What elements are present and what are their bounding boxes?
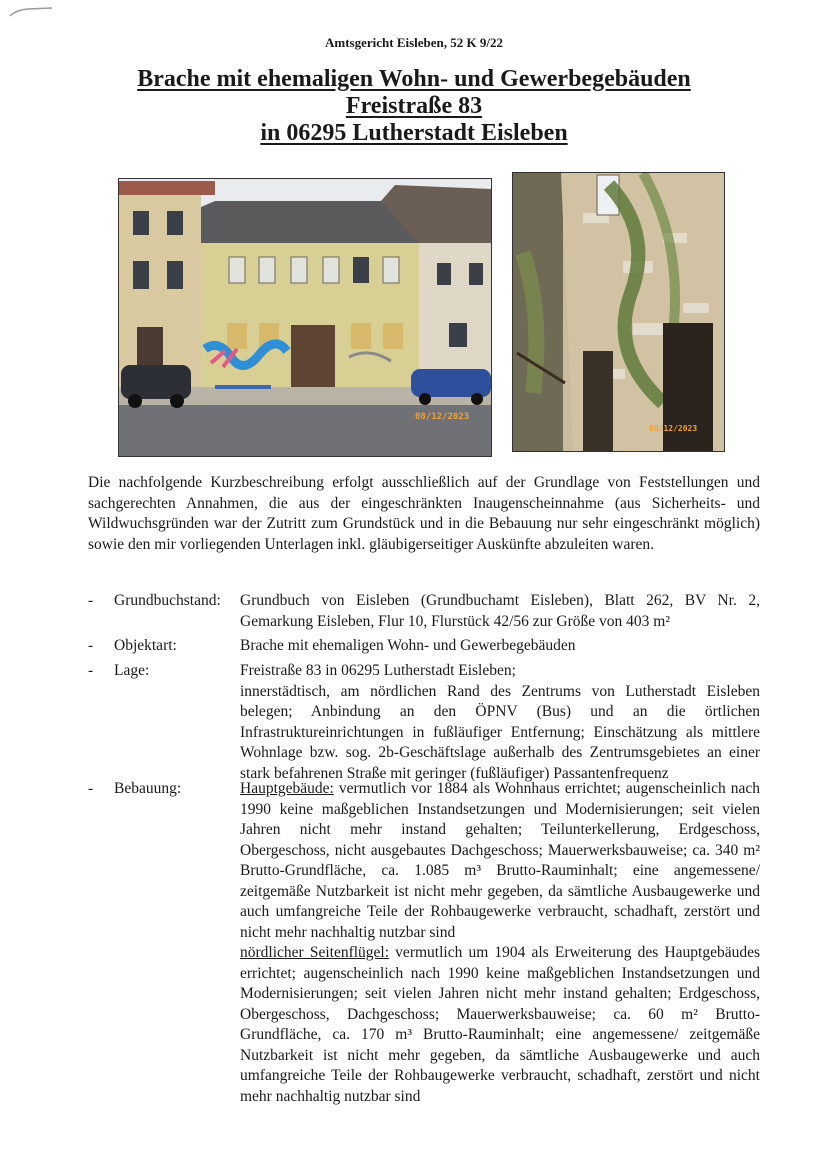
seitenfluegel-paragraph xyxy=(240,943,760,1107)
bullet: - xyxy=(88,637,94,654)
photo-street-facade xyxy=(118,178,492,457)
item-value xyxy=(240,779,760,1107)
photo-courtyard-wall xyxy=(512,172,725,452)
item-value xyxy=(240,661,760,784)
hauptgebaeude-text: vermutlich vor 1884 als Wohnhaus errichtet; augenscheinlich nach 1990 keine maßgeblichen Instandsetzungen und Modernisierungen; seit vielen Jahren nicht mehr instand gehalten; Teilunterkellerung, Erdgeschoss, Obergeschoss, nicht ausgebautes Dachgeschoss; Mauerwerksbauweise; ca. 340 m² Brutto-Grundfläche, ca. 1.085 m³ Brutto-Rauminhalt; eine angemessene/ zeitgemäße Nutzbarkeit ist nicht mehr gegeben, da sämtliche Ausbaugewerke und auch umfangreiche Teile der Rohbaugewerke verbraucht, schadhaft, zerstört und nicht mehr nachhaltig nutzbar sind xyxy=(240,780,760,941)
item-label: Bebauung: xyxy=(114,780,182,797)
photo-date-stamp: 08/12/2023 xyxy=(415,412,470,422)
court-reference: Amtsgericht Eisleben, 52 K 9/22 xyxy=(324,35,503,50)
document-title xyxy=(0,66,828,147)
title-line-2: Freistraße 83 xyxy=(345,93,483,119)
bullet: - xyxy=(88,662,94,679)
lage-description: innerstädtisch, am nördlichen Rand des Zentrums von Lutherstadt Eisleben belegen; Anbindung an den ÖPNV (Bus) und an die örtlichen Infrastruktureinrichtungen in fußläufiger Entfernung; Einschätzung als mittlere Wohnlage bzw. sog. 2b-Geschäftslage außerhalb des Zentrumsgebietes an einer stark befahrenen Straße mit geringer (fußläufiger) Passantenfrequenz xyxy=(240,682,760,782)
scan-artifact xyxy=(8,6,68,18)
item-label: Lage: xyxy=(114,662,150,679)
seitenfluegel-text: vermutlich um 1904 als Erweiterung des Hauptgebäudes errichtet; augenscheinlich nach 1990 keine maßgeblichen Instandsetzungen und Modernisierungen; seit vielen Jahren nicht mehr instand gehalten; Erdgeschoss, Obergeschoss, Dachgeschoss; Mauerwerksbauweise; ca. 60 m² Brutto-Grundfläche, ca. 170 m³ Brutto-Rauminhalt; eine angemessene/ zeitgemäße Nutzbarkeit ist nicht mehr gegeben, da sämtliche Ausbaugewerke und auch umfangreiche Teile der Rohbaugewerke verbraucht, schadhaft, zerstört und nicht mehr nachhaltig nutzbar sind xyxy=(240,944,760,1105)
bullet: - xyxy=(88,592,94,609)
item-value: Grundbuch von Eisleben (Grundbuchamt Eisleben), Blatt 262, BV Nr. 2, Gemarkung Eisleben, Flur 10, Flurstück 42/56 zur Größe von 403 m² xyxy=(240,592,760,630)
seitenfluegel-heading: nördlicher Seitenflügel: xyxy=(240,944,390,961)
item-label: Objektart: xyxy=(114,637,177,654)
bullet: - xyxy=(88,780,94,797)
item-value: Brache mit ehemaligen Wohn- und Gewerbegebäuden xyxy=(240,637,576,654)
photo-date-stamp: 08/12/2023 xyxy=(649,424,698,433)
intro-paragraph: Die nachfolgende Kurzbeschreibung erfolgt ausschließlich auf der Grundlage von Feststellungen und sachgerechten Annahmen, die aus der eingeschränkten Inaugenscheinnahme (aus Sicherheits- und Wildwuchsgründen war der Zutritt zum Grundstück und in die Bebauung nur sehr eingeschränkt möglich) sowie den mir vorliegenden Unterlagen inkl. gläubigerseitiger Auskünfte abzuleiten waren. xyxy=(88,474,760,553)
hauptgebaeude-paragraph xyxy=(240,779,760,943)
hauptgebaeude-heading: Hauptgebäude: xyxy=(240,780,334,797)
item-label: Grundbuchstand: xyxy=(114,592,221,609)
lage-address: Freistraße 83 in 06295 Lutherstadt Eisleben; xyxy=(240,662,516,679)
title-line-1: Brache mit ehemaligen Wohn- und Gewerbegebäuden xyxy=(137,66,691,92)
title-line-3: in 06295 Lutherstadt Eisleben xyxy=(260,120,568,146)
